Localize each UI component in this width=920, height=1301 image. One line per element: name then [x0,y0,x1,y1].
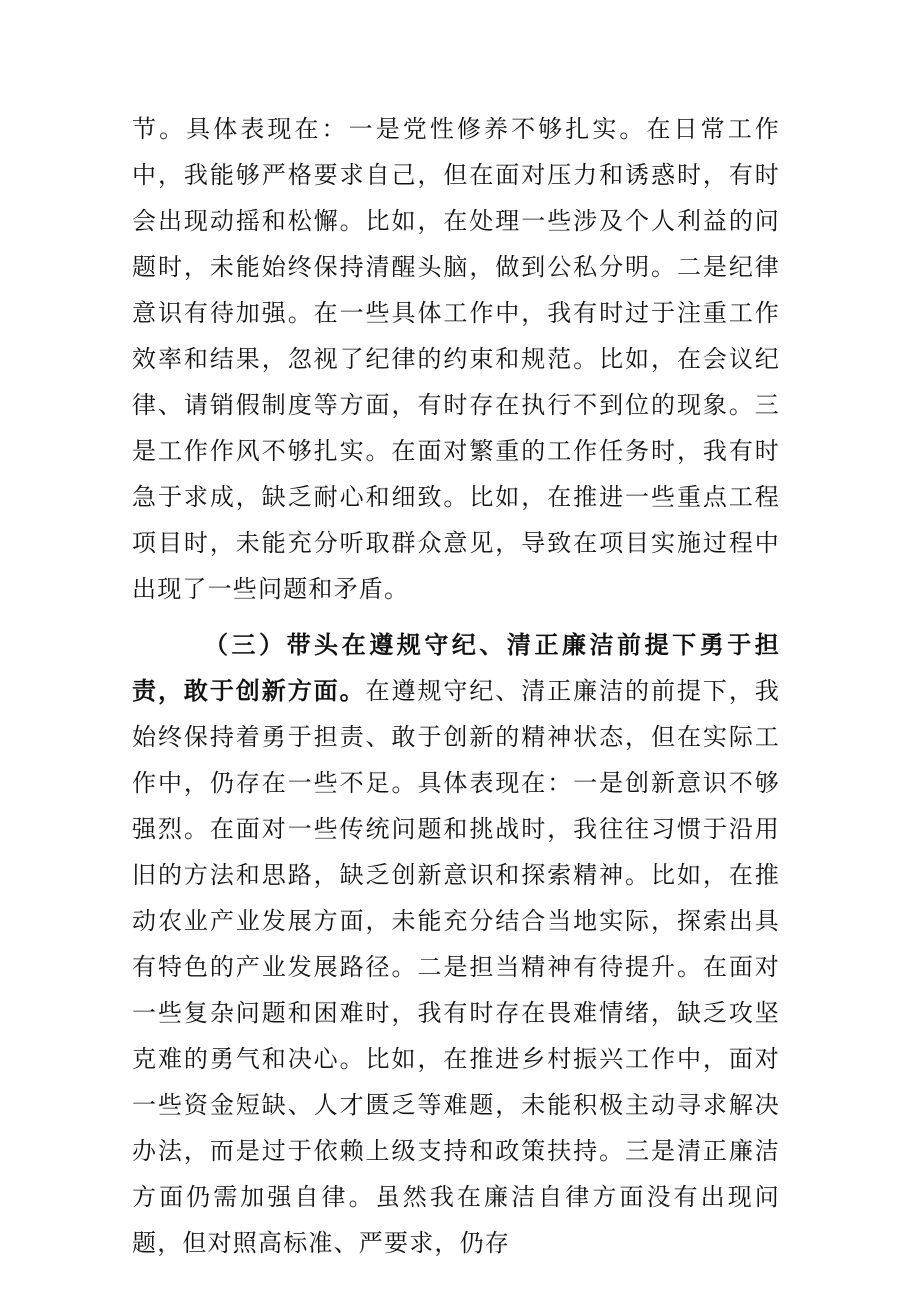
document-body [132,106,780,1266]
paragraph-continuation: 节。具体表现在：一是党性修养不够扎实。在日常工作中，我能够严格要求自己，但在面对压力和诱惑时，有时会出现动摇和松懈。比如，在处理一些涉及个人利益的问题时，未能始终保持清醒头脑，做到公私分明。二是纪律意识有待加强。在一些具体工作中，我有时过于注重工作效率和结果，忽视了纪律的约束和规范。比如，在会议纪律、请销假制度等方面，有时存在执行不到位的现象。三是工作作风不够扎实。在面对繁重的工作任务时，我有时急于求成，缺乏耐心和细致。比如，在推进一些重点工程项目时，未能充分听取群众意见，导致在项目实施过程中出现了一些问题和矛盾。 [132,115,780,603]
paragraph-section-three [132,622,780,1266]
section-heading: （三）带头在遵规守纪、清正廉洁前提下勇于担责，敢于创新方面。 [132,630,780,705]
section-body: 在遵规守纪、清正廉洁的前提下，我始终保持着勇于担责、敢于创新的精神状态，但在实际工作中，仍存在一些不足。具体表现在：一是创新意识不够强烈。在面对一些传统问题和挑战时，我往往习惯于沿用旧的方法和思路，缺乏创新意识和探索精神。比如，在推动农业产业发展方面，未能充分结合当地实际，探索出具有特色的产业发展路径。二是担当精神有待提升。在面对一些复杂问题和困难时，我有时存在畏难情绪，缺乏攻坚克难的勇气和决心。比如，在推进乡村振兴工作中，面对一些资金短缺、人才匮乏等难题，未能积极主动寻求解决办法，而是过于依赖上级支持和政策扶持。三是清正廉洁方面仍需加强自律。虽然我在廉洁自律方面没有出现问题，但对照高标准、严要求，仍存 [132,677,780,1257]
